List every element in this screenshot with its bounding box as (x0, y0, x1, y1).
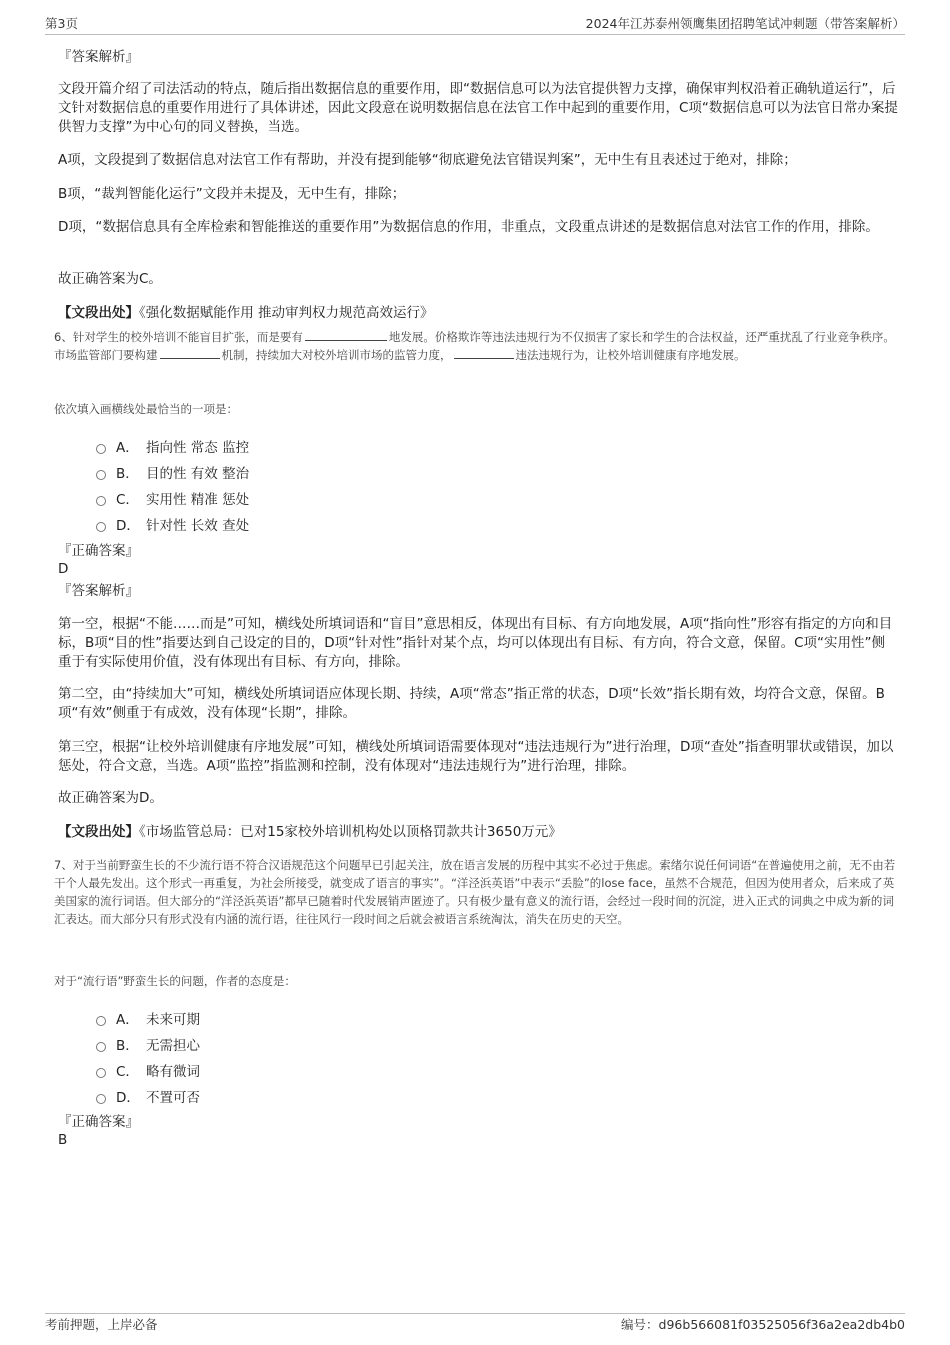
q6-option-d[interactable]: D． 针对性 长效 查处 (96, 514, 249, 534)
q7-stem: 7、对于当前野蛮生长的不少流行语不符合汉语规范这个问题早已引起关注，放在语言发展的历程中其实不必过于焦虑。索绪尔说任何词语“在普遍使用之前，无不由若干个人最先发出。这个形式一再重复，为社会所接受，就变成了语言的事实”。“洋泾浜英语”中表示“丢脸”的lose face，虽然不合规范，但因为使用者众，后来成了英美国家的流行词语。但大部分的“洋泾浜英语”都早已随着时代发展销声匿迹了。只有极少量有意义的流行语，会经过一段时间的沉淀，进入正式的词典之中成为新的词汇表达。而大部分只有形式没有内涵的流行语，往往风行一段时间之后就会被语言系统淘汰，消失在历史的天空。 (54, 858, 896, 926)
radio-icon[interactable] (96, 1042, 106, 1052)
footer-code: 编号：d96b566081f03525056f36a2ea2db4b0 (621, 1317, 905, 1332)
q6-analysis-p2-block (58, 685, 898, 723)
q7-answer-block (58, 1131, 898, 1150)
blank-2 (160, 346, 220, 359)
radio-icon[interactable] (96, 1094, 106, 1104)
radio-icon[interactable] (96, 1068, 106, 1078)
q6-prompt: 依次填入画横线处最恰当的一项是： (54, 402, 238, 416)
q6-analysis-p2: 第二空，由“持续加大”可知，横线处所填词语应体现长期、持续，A项“常态”指正常的状态，D项“长效”指长期有效，均符合文意，保留。B项“有效”侧重于有成效，没有体现“长期”，排除。 (58, 686, 885, 721)
q6-stem-block (54, 328, 900, 364)
q6-source-text: 《市场监管总局：已对15家校外培训机构处以顶格罚款共计3650万元》 (139, 824, 562, 840)
q5-source-block (58, 304, 898, 323)
q6-conclusion-block (58, 789, 898, 808)
q6-analysis-p3: 第三空，根据“让校外培训健康有序地发展”可知，横线处所填词语需要体现对“违法违规行为”进行治理，D项“查处”指查明罪状或错误，加以惩处，符合文意，当选。A项“监控”指监测和控制，没有体现对“违法违规行为”进行治理，排除。 (58, 739, 894, 774)
q6-option-b[interactable]: B． 目的性 有效 整治 (96, 462, 249, 482)
radio-icon[interactable] (96, 470, 106, 480)
q5-analysis-p2: A项，文段提到了数据信息对法官工作有帮助，并没有提到能够“彻底避免法官错误判案”，无中生有且表述过于绝对，排除； (58, 152, 797, 168)
page-footer (45, 1313, 905, 1333)
q6-analysis-p3-block (58, 738, 898, 776)
radio-icon[interactable] (96, 496, 106, 506)
q7-option-a[interactable]: A． 未来可期 (96, 1008, 200, 1028)
q6-source-label: 【文段出处】 (58, 824, 139, 840)
q7-option-c[interactable]: C． 略有微词 (96, 1060, 200, 1080)
q5-analysis-p3-block (58, 185, 898, 204)
q5-analysis-p4: D项，“数据信息具有全库检索和智能推送的重要作用”为数据信息的作用，非重点，文段重点讲述的是数据信息对法官工作的作用，排除。 (58, 219, 879, 235)
q7-option-d[interactable]: D． 不置可否 (96, 1086, 200, 1106)
q7-stem-block (54, 856, 900, 928)
q6-answer-label: 『正确答案』 (58, 543, 139, 559)
blank-1 (305, 328, 387, 341)
q7-answer: B (58, 1132, 68, 1148)
q7-option-b[interactable]: B． 无需担心 (96, 1034, 200, 1054)
blank-3 (454, 346, 514, 359)
q7-answer-label: 『正确答案』 (58, 1114, 139, 1130)
radio-icon[interactable] (96, 522, 106, 532)
q5-analysis-p3: B项，“裁判智能化运行”文段并未提及，无中生有，排除； (58, 186, 406, 202)
q6-analysis-p1-block (58, 615, 898, 672)
q5-conclusion-block (58, 270, 898, 289)
q5-analysis-label-block (58, 48, 898, 67)
q6-analysis-label-block (58, 582, 898, 601)
q6-prompt-block (54, 400, 894, 418)
q6-option-c[interactable]: C． 实用性 精准 惩处 (96, 488, 249, 508)
q6-analysis-label: 『答案解析』 (58, 583, 139, 599)
q6-answer-block (58, 560, 898, 579)
q6-option-a[interactable]: A． 指向性 常态 监控 (96, 436, 249, 456)
q6-conclusion: 故正确答案为D。 (58, 790, 163, 806)
q5-analysis-p2-block (58, 151, 898, 170)
q6-answer-label-block (58, 542, 898, 561)
radio-icon[interactable] (96, 444, 106, 454)
q6-answer: D (58, 561, 69, 577)
q6-analysis-p1: 第一空，根据“不能……而是”可知，横线处所填词语和“盲目”意思相反，体现出有目标、有方向地发展，A项“指向性”形容有指定的方向和目标，B项“目的性”指要达到自己设定的目的，D项“针对性”指针对某个点，均可以体现出有目标、有方向，符合文意，保留。C项“实用性”侧重于有实际使用价值，没有体现出有目标、有方向，排除。 (58, 616, 893, 670)
page-header (45, 14, 905, 35)
q5-analysis-p1-block (58, 80, 898, 137)
footer-slogan: 考前押题，上岸必备 (45, 1317, 158, 1332)
q6-stem: 6、针对学生的校外培训不能盲目扩张，而是要有 地发展。价格欺诈等违法违规行为不仅损害了家长和学生的合法权益，还严重扰乱了行业竞争秩序。市场监管部门要构建 机制，持续加大对校外培训市场的监管力度， 违法违规行为，让校外培训健康有序地发展。 (54, 330, 895, 362)
document-title: 2024年江苏泰州领鹰集团招聘笔试冲刺题（带答案解析） (585, 16, 905, 31)
q5-analysis-p1: 文段开篇介绍了司法活动的特点，随后指出数据信息的重要作用，即“数据信息可以为法官提供智力支撑，确保审判权沿着正确轨道运行”，后文针对数据信息的重要作用进行了具体讲述，因此文段意在说明数据信息在法官工作中起到的重要作用，C项“数据信息可以为法官日常办案提供智力支撑”为中心句的同义替换，当选。 (58, 81, 898, 135)
q5-analysis-p4-block (58, 218, 898, 237)
q5-analysis-label: 『答案解析』 (58, 49, 139, 65)
q5-source-label: 【文段出处】 (58, 305, 139, 321)
q5-conclusion: 故正确答案为C。 (58, 271, 162, 287)
q5-source-text: 《强化数据赋能作用 推动审判权力规范高效运行》 (139, 305, 434, 321)
radio-icon[interactable] (96, 1016, 106, 1026)
q7-answer-label-block (58, 1113, 898, 1132)
q7-prompt-block (54, 972, 894, 990)
page-number: 第3页 (45, 16, 78, 31)
q7-prompt: 对于“流行语”野蛮生长的问题，作者的态度是： (54, 974, 296, 988)
q6-source-block (58, 823, 898, 842)
